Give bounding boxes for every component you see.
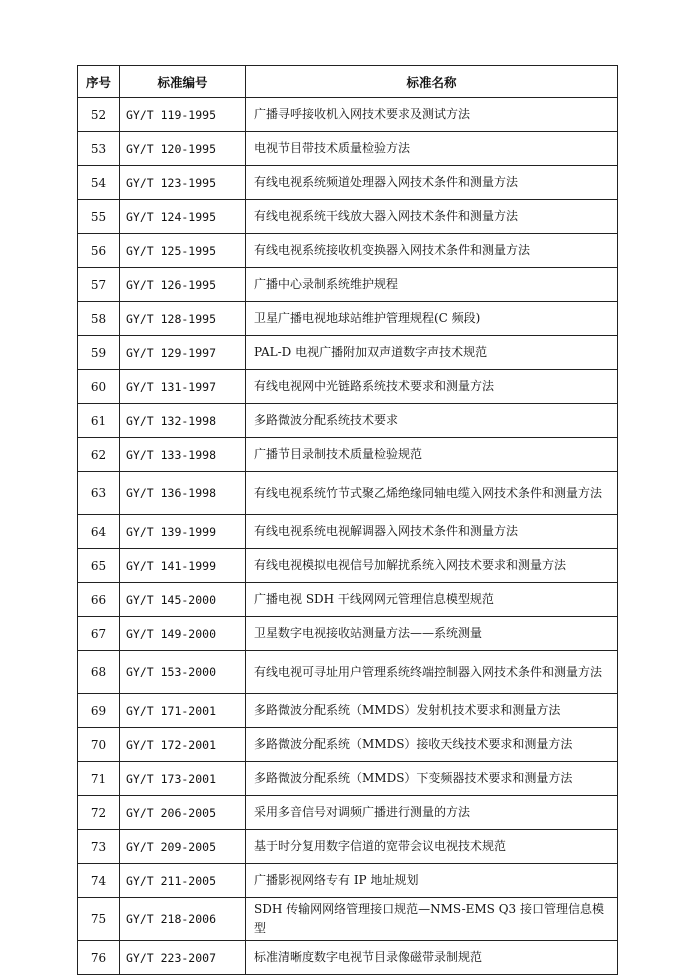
row-standard-name: 多路微波分配系统（MMDS）发射机技术要求和测量方法 <box>246 694 618 728</box>
row-standard-name: 广播电视 SDH 干线网网元管理信息模型规范 <box>246 583 618 617</box>
row-standard-name: 标准清晰度数字电视节目录像磁带录制规范 <box>246 941 618 975</box>
table-row <box>78 472 618 515</box>
table-row <box>78 132 618 166</box>
table-body <box>78 98 618 975</box>
row-standard-code: GY/T 223-2007 <box>120 941 246 975</box>
table-row <box>78 694 618 728</box>
row-standard-name: 广播影视网络专有 IP 地址规划 <box>246 864 618 898</box>
row-serial-number: 55 <box>78 200 120 234</box>
table-row <box>78 302 618 336</box>
row-standard-name: 有线电视系统频道处理器入网技术条件和测量方法 <box>246 166 618 200</box>
row-serial-number: 76 <box>78 941 120 975</box>
row-serial-number: 52 <box>78 98 120 132</box>
row-serial-number: 73 <box>78 830 120 864</box>
row-standard-code: GY/T 139-1999 <box>120 515 246 549</box>
row-serial-number: 70 <box>78 728 120 762</box>
row-serial-number: 69 <box>78 694 120 728</box>
row-standard-code: GY/T 120-1995 <box>120 132 246 166</box>
row-serial-number: 74 <box>78 864 120 898</box>
table-row <box>78 200 618 234</box>
row-standard-code: GY/T 136-1998 <box>120 472 246 515</box>
row-serial-number: 67 <box>78 617 120 651</box>
row-standard-name: 有线电视系统接收机变换器入网技术条件和测量方法 <box>246 234 618 268</box>
table-row <box>78 268 618 302</box>
row-standard-name: 有线电视系统电视解调器入网技术条件和测量方法 <box>246 515 618 549</box>
row-serial-number: 65 <box>78 549 120 583</box>
row-serial-number: 72 <box>78 796 120 830</box>
row-standard-code: GY/T 124-1995 <box>120 200 246 234</box>
table-row <box>78 370 618 404</box>
row-standard-code: GY/T 173-2001 <box>120 762 246 796</box>
row-serial-number: 75 <box>78 898 120 941</box>
table-row <box>78 941 618 975</box>
row-serial-number: 71 <box>78 762 120 796</box>
table-row <box>78 830 618 864</box>
table-row <box>78 98 618 132</box>
table-row <box>78 651 618 694</box>
table-row <box>78 898 618 941</box>
table-row <box>78 796 618 830</box>
row-standard-name: 电视节目带技术质量检验方法 <box>246 132 618 166</box>
row-serial-number: 59 <box>78 336 120 370</box>
table-row <box>78 762 618 796</box>
row-standard-name: 多路微波分配系统技术要求 <box>246 404 618 438</box>
row-standard-code: GY/T 129-1997 <box>120 336 246 370</box>
table-row <box>78 438 618 472</box>
row-standard-code: GY/T 141-1999 <box>120 549 246 583</box>
row-serial-number: 53 <box>78 132 120 166</box>
row-standard-name: 有线电视系统干线放大器入网技术条件和测量方法 <box>246 200 618 234</box>
row-standard-code: GY/T 218-2006 <box>120 898 246 941</box>
row-standard-code: GY/T 133-1998 <box>120 438 246 472</box>
table-row <box>78 234 618 268</box>
row-standard-name: 有线电视网中光链路系统技术要求和测量方法 <box>246 370 618 404</box>
row-serial-number: 62 <box>78 438 120 472</box>
table-row <box>78 549 618 583</box>
header-standard-code: 标准编号 <box>120 66 246 98</box>
row-standard-name: 多路微波分配系统（MMDS）接收天线技术要求和测量方法 <box>246 728 618 762</box>
row-standard-name: 有线电视模拟电视信号加解扰系统入网技术要求和测量方法 <box>246 549 618 583</box>
row-standard-name: 卫星数字电视接收站测量方法——系统测量 <box>246 617 618 651</box>
row-standard-name: 广播寻呼接收机入网技术要求及测试方法 <box>246 98 618 132</box>
table-row <box>78 515 618 549</box>
table-row <box>78 336 618 370</box>
table-row <box>78 404 618 438</box>
row-standard-name: 多路微波分配系统（MMDS）下变频器技术要求和测量方法 <box>246 762 618 796</box>
row-standard-code: GY/T 171-2001 <box>120 694 246 728</box>
row-standard-code: GY/T 153-2000 <box>120 651 246 694</box>
row-standard-code: GY/T 126-1995 <box>120 268 246 302</box>
row-standard-code: GY/T 145-2000 <box>120 583 246 617</box>
table-row <box>78 864 618 898</box>
row-standard-name: 广播中心录制系统维护规程 <box>246 268 618 302</box>
row-standard-name: PAL-D 电视广播附加双声道数字声技术规范 <box>246 336 618 370</box>
row-standard-code: GY/T 131-1997 <box>120 370 246 404</box>
row-standard-code: GY/T 209-2005 <box>120 830 246 864</box>
table-row <box>78 166 618 200</box>
row-serial-number: 56 <box>78 234 120 268</box>
row-serial-number: 57 <box>78 268 120 302</box>
row-serial-number: 64 <box>78 515 120 549</box>
row-standard-name: 广播节目录制技术质量检验规范 <box>246 438 618 472</box>
row-standard-code: GY/T 172-2001 <box>120 728 246 762</box>
table-row <box>78 583 618 617</box>
table-row <box>78 728 618 762</box>
row-standard-code: GY/T 211-2005 <box>120 864 246 898</box>
row-standard-name: 卫星广播电视地球站维护管理规程(C 频段) <box>246 302 618 336</box>
row-serial-number: 68 <box>78 651 120 694</box>
row-serial-number: 61 <box>78 404 120 438</box>
table-header-row <box>78 66 618 98</box>
row-standard-name: 基于时分复用数字信道的宽带会议电视技术规范 <box>246 830 618 864</box>
row-standard-name: 有线电视可寻址用户管理系统终端控制器入网技术条件和测量方法 <box>246 651 618 694</box>
row-standard-code: GY/T 119-1995 <box>120 98 246 132</box>
row-serial-number: 66 <box>78 583 120 617</box>
row-serial-number: 58 <box>78 302 120 336</box>
standards-table <box>77 65 618 975</box>
row-standard-code: GY/T 206-2005 <box>120 796 246 830</box>
row-serial-number: 54 <box>78 166 120 200</box>
row-serial-number: 60 <box>78 370 120 404</box>
header-standard-name: 标准名称 <box>246 66 618 98</box>
row-standard-code: GY/T 125-1995 <box>120 234 246 268</box>
header-serial-number: 序号 <box>78 66 120 98</box>
row-standard-name: SDH 传输网网络管理接口规范—NMS-EMS Q3 接口管理信息模型 <box>246 898 618 941</box>
row-standard-code: GY/T 132-1998 <box>120 404 246 438</box>
row-standard-name: 有线电视系统竹节式聚乙烯绝缘同轴电缆入网技术条件和测量方法 <box>246 472 618 515</box>
row-standard-name: 采用多音信号对调频广播进行测量的方法 <box>246 796 618 830</box>
row-standard-code: GY/T 128-1995 <box>120 302 246 336</box>
row-serial-number: 63 <box>78 472 120 515</box>
row-standard-code: GY/T 123-1995 <box>120 166 246 200</box>
row-standard-code: GY/T 149-2000 <box>120 617 246 651</box>
table-row <box>78 617 618 651</box>
